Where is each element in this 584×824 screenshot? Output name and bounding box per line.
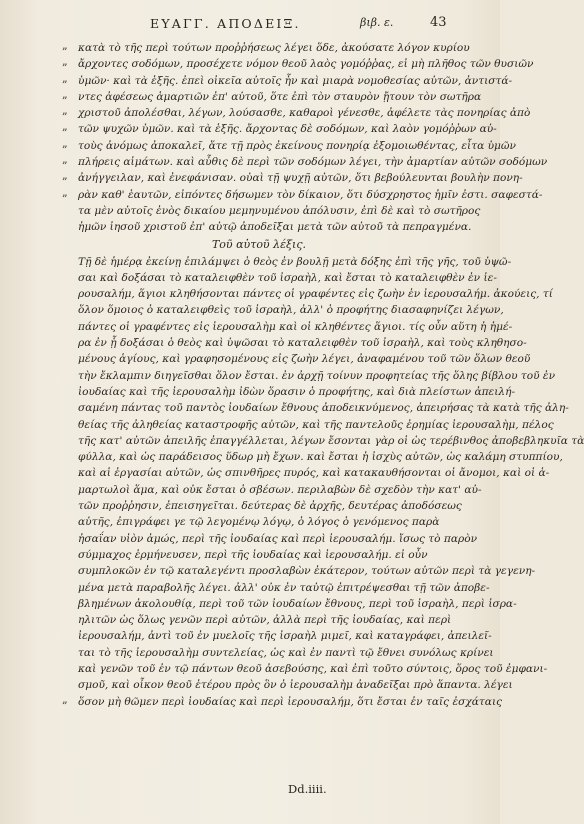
text-line: μαρτωλοὶ ἅμα, καὶ οὐκ ἔσται ὁ σβέσων. περιλαβὼν δὲ σχεδὸν τὴν κατ' αὐ- bbox=[78, 483, 482, 496]
second-passage bbox=[78, 254, 584, 710]
text-line: „ ἄρχοντες σοδόμων, προσέχετε νόμον θεοῦ λαὸς γομόῤῥας, εἰ μὴ πλῆθος τῶν θυσιῶν bbox=[78, 56, 440, 72]
text-line: ρα ἐν ᾗ δοξάσαι ὁ θεὸς καὶ ὑψῶσαι τὸ καταλειφθὲν τοῦ ἰσραὴλ, καὶ τοὺς κληθησο- bbox=[78, 337, 527, 350]
text-line: τα μὲν αὐτοῖς ἐνὸς δικαίου μεμηνυμένου ἀπόλυσιν, ἐπὶ δὲ καὶ τὸ σωτῆρος bbox=[78, 204, 481, 217]
text-line: καὶ γενῶν τοῦ ἐν τῷ πάντων θεοῦ ἀσεβούσης, καὶ ἐπὶ τοῦτο σύντοις, ὅρος τοῦ ἐμφανι- bbox=[78, 662, 548, 675]
text-line: θείας τῆς ἀληθείας καταστροφῆς αὐτῶν, καὶ τῆς παντελοῦς ἐρημίας ἰερουσαλὴμ, πέλος bbox=[78, 418, 554, 431]
text-line: ὅλον ὅμοιος ὁ καταλειφθεὶς τοῦ ἰσραὴλ, ἀλλ' ὁ προφήτης διασαφηνίζει λέγων, bbox=[78, 304, 504, 317]
text-line: ηλιτῶν ὡς ὅλως γενῶν περὶ αὐτῶν, ἀλλὰ περὶ τῆς ἰουδαίας, καὶ περὶ bbox=[78, 614, 452, 627]
text-line: ἠσαΐαν υἱὸν ἀμώς, περὶ τῆς ἰουδαίας καὶ περὶ ἰερουσαλήμ. ἴσως τὸ παρὸν bbox=[78, 532, 478, 545]
text-line: τῆς κατ' αὐτῶν ἀπειλῆς ἐπαγγέλλεται, λέγων ἔσονται γὰρ οἱ ὡς τερέβινθος ἀποβεβληκυῖα τὰ bbox=[78, 434, 584, 447]
text-line: τῶν προῤῥησιν, ἐπεισηγεῖται. δεύτερας δὲ ἀρχῆς, δευτέρας ἀποδόσεως bbox=[78, 500, 462, 513]
text-line: „ ἀνήγγειλαν, καὶ ἐνεφάνισαν. οὐαὶ τῇ ψυχῇ αὐτῶν, ὅτι βεβούλευνται βουλὴν πονη- bbox=[78, 170, 440, 186]
page-header bbox=[0, 14, 500, 36]
text-line: Τῇ δὲ ἡμέρᾳ ἐκείνῃ ἐπιλάμψει ὁ θεὸς ἐν βουλῇ μετὰ δόξης ἐπὶ τῆς γῆς, τοῦ ὑψῶ- bbox=[78, 255, 512, 268]
text-line: ται τὸ τῆς ἰερουσαλὴμ συντελείας, ὡς καὶ ἐν παντὶ τῷ ἔθνει συνόλως κρίνει bbox=[78, 646, 494, 659]
text-line: πάντες οἱ γραφέντες εἰς ἰερουσαλὴμ καὶ οἱ κληθέντες ἅγιοι. τίς οὖν αὕτη ἡ ἡμέ- bbox=[78, 320, 513, 333]
text-line: σαμένη πάντας τοῦ παντὸς ἰουδαίων ἔθνους ἀποδεικνύμενος, ἀπειρήσας τὰ κατὰ τῆς ἀλη- bbox=[78, 402, 569, 415]
text-line: σαι καὶ δοξάσαι τὸ καταλειφθὲν τοῦ ἰσραὴλ, καὶ ἔσται τὸ καταλειφθὲν ἐν ἰε- bbox=[78, 271, 497, 284]
text-line: „ ὑμῶν· καὶ τὰ ἑξῆς. ἐπεὶ οἰκεῖα αὐτοῖς ἦν καὶ μιαρὰ νομοθεσίας αὐτῶν, ἀντιστά- bbox=[78, 73, 440, 89]
text-line: μένους ἁγίους, καὶ γραφησομένους εἰς ζωὴν λέγει, ἀναφαμένου τοῦ τῶν ὅλων θεοῦ bbox=[78, 353, 531, 366]
text-line: φύλλα, καὶ ὡς παράδεισος ὕδωρ μὴ ἔχων. καὶ ἔσται ἡ ἰσχὺς αὐτῶν, ὡς καλάμη στυππίου, bbox=[78, 451, 563, 464]
text-line: ἰουδαίας καὶ τῆς ἰερουσαλὴμ ἰδὼν ὅρασιν ὁ προφήτης, καὶ διὰ πλείστων ἀπειλή- bbox=[78, 385, 516, 398]
text-line: συμπλοκῶν ἐν τῷ καταλεγέντι προσλαβὼν ἐκάτερον, τούτων αὐτῶν περὶ τὰ γεγενη- bbox=[78, 565, 536, 578]
signature-mark: Dd.iiii. bbox=[288, 782, 327, 796]
text-line: σύμμαχος ἑρμήνευσεν, περὶ τῆς ἰουδαίας καὶ ἰερουσαλήμ. εἰ οὖν bbox=[78, 548, 428, 561]
text-line: „ χριστοῦ ἀπολέσθαι, λέγων, λούσασθε, καθαροὶ γένεσθε, ἀφέλετε τὰς πονηρίας ἀπὸ bbox=[78, 105, 440, 121]
running-title: ΕΥΑΓΓ. ΑΠΟΔΕΙΞ. bbox=[150, 16, 301, 31]
text-line: καὶ αἱ ἐργασίαι αὐτῶν, ὡς σπινθῆρες πυρός, καὶ κατακαυθήσονται οἱ ἄνομοι, καὶ οἱ ἁ- bbox=[78, 467, 550, 480]
page-number: 43 bbox=[430, 15, 447, 30]
text-line: ἡμῶν ἰησοῦ χριστοῦ ἐπ' αὐτῷ ἀποδεῖξαι μετὰ τῶν αὐτοῦ τὰ πεπραγμένα. bbox=[78, 221, 472, 234]
text-line: βλημένων ἀκολουθίᾳ, περὶ τοῦ τῶν ἰουδαίων ἔθνους, περὶ τοῦ ἰσραὴλ, περὶ ἰσρα- bbox=[78, 597, 517, 610]
book-reference: βιβ. ε. bbox=[360, 16, 394, 29]
text-line: ρουσαλήμ, ἅγιοι κληθήσονται πάντες οἱ γραφέντες εἰς ζωὴν ἐν ἰερουσαλήμ. ἀκούεις, τί bbox=[78, 288, 553, 301]
text-line: μένα μετὰ παραβολῆς λέγει. ἀλλ' οὐκ ἐν ταὐτῷ ἐπιτρέψεσθαι τῇ τῶν ἀποβε- bbox=[78, 581, 490, 594]
text-line: αὐτῆς, ἐπιγράφει γε τῷ λεγομένῳ λόγῳ, ὁ λόγος ὁ γενόμενος παρὰ bbox=[78, 516, 440, 529]
text-line: τὴν ἔκλαμπιν διηγεῖσθαι ὅλον ἔσται. ἐν ἀρχῇ τοίνυν προφητείας τῆς ὅλης βίβλου τοῦ ἐν bbox=[78, 369, 556, 382]
first-passage bbox=[78, 40, 548, 236]
text-line: „ ὅσον μὴ θῶμεν περὶ ἰουδαίας καὶ περὶ ἰερουσαλήμ, ὅτι ἔσται ἐν ταῖς ἐσχάταις bbox=[78, 694, 440, 710]
text-line: „ τῶν ψυχῶν ὑμῶν. καὶ τὰ ἑξῆς. ἄρχοντας δὲ σοδόμων, καὶ λαὸν γομόῤῥων αὐ- bbox=[78, 121, 440, 137]
text-line: „ ρὰν καθ' ἑαυτῶν, εἰπόντες δήσωμεν τὸν δίκαιον, ὅτι δύσχρηστος ἡμῖν ἐστι. σαφεστά- bbox=[78, 187, 440, 203]
text-line: „ τοὺς ἀνόμως ἀποκαλεῖ, ἅτε τῇ πρὸς ἐκείνους πονηρίᾳ ἐξομοιωθέντας, εἶτα ὑμῶν bbox=[78, 138, 440, 154]
text-line: σμοῦ, καὶ οἶκον θεοῦ ἑτέρου πρὸς ὃν ὁ ἰερουσαλὴμ ἀναδεῖξαι πρὸ ἅπαντα. λέγει bbox=[78, 679, 513, 692]
text-line: „ πλήρεις αἱμάτων. καὶ αὖθις δὲ περὶ τῶν σοδόμων λέγει, τὴν ἁμαρτίαν αὐτῶν σοδόμων bbox=[78, 154, 440, 170]
text-line: ἰερουσαλήμ, ἀντὶ τοῦ ἐν μυελοῖς τῆς ἰσραὴλ μιμεῖ, καὶ καταγράφει, ἀπειλεῖ- bbox=[78, 630, 492, 643]
text-line: „ κατὰ τὸ τῆς περὶ τούτων προῤῥήσεως λέγει ὅδε, ἀκούσατε λόγον κυρίου bbox=[78, 40, 440, 56]
section-heading: Τοῦ αὐτοῦ λέξις. bbox=[211, 237, 307, 251]
main-text-block bbox=[78, 40, 584, 710]
text-line: „ ντες ἀφέσεως ἁμαρτιῶν ἐπ' αὐτοῦ, ὅτε ἐπὶ τὸν σταυρὸν ᾔτουν τὸν σωτῆρα bbox=[78, 89, 440, 105]
